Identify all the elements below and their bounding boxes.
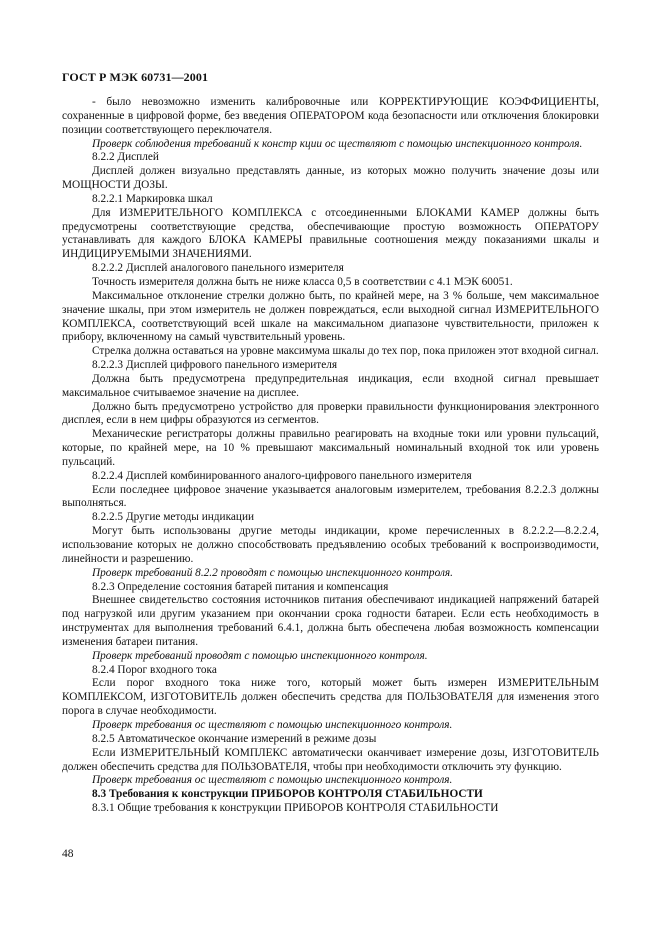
section-heading-8-2-2-2: 8.2.2.2 Дисплей аналогового панельного измерителя	[92, 262, 344, 275]
section-heading-8-2-3: 8.2.3 Определение состояния батарей питания и компенсация	[92, 580, 389, 593]
section-heading-8-2-2-3: 8.2.2.3 Дисплей цифрового панельного измерителя	[92, 359, 338, 372]
body-paragraph: Дисплей должен визуально представлять данные, из которых можно получить значение дозы или МОЩНОСТИ ДОЗЫ.	[62, 165, 599, 192]
inspection-note: Проверк требований 8.2.2 проводят с помощью инспекционного контроля.	[92, 566, 453, 579]
body-paragraph: Для ИЗМЕРИТЕЛЬНОГО КОМПЛЕКСА с отсоединенными БЛОКАМИ КАМЕР должны быть предусмотрены соответствующие средства, обеспечивающие простую возможность ОПЕРАТОРУ устанавливать для каждого БЛОКА КАМЕРЫ правильные соотношения между показаниями шкалы и ИНДИЦИРУЕМЫМИ ЗНАЧЕНИЯМИ.	[62, 206, 599, 261]
section-heading-8-2-4: 8.2.4 Порог входного тока	[92, 663, 217, 676]
body-paragraph: Максимальное отклонение стрелки должно быть, по крайней мере, на 3 % больше, чем максимальное значение шкалы, при этом измеритель не должен повреждаться, если выходной сигнал ИЗМЕРИТЕЛЬНОГО КОМПЛЕКСА, соответствующий всей шкале на максимальном диапазоне чувствительности, приложен к прибору, включенному на самый чувствительный уровень.	[62, 289, 599, 344]
page-number: 48	[62, 848, 74, 860]
page-header-standard: ГОСТ Р МЭК 60731—2001	[62, 70, 209, 84]
body-paragraph: Могут быть использованы другие методы индикации, кроме перечисленных в 8.2.2.2—8.2.2.4, использование которых не должно способствовать предъявлению особых требований к воспроизводимости, линейности и разрешению.	[62, 525, 599, 565]
document-body	[62, 96, 599, 816]
inspection-note: Проверк требования ос ществляют с помощью инспекционного контроля.	[92, 718, 453, 731]
section-heading-8-3-1: 8.3.1 Общие требования к конструкции ПРИБОРОВ КОНТРОЛЯ СТАБИЛЬНОСТИ	[92, 802, 499, 815]
inspection-note: Проверк соблюдения требований к констр кции ос ществляют с помощью инспекционного контроля.	[92, 137, 583, 150]
section-heading-8-3: 8.3 Требования к конструкции ПРИБОРОВ КОНТРОЛЯ СТАБИЛЬНОСТИ	[92, 788, 483, 801]
section-heading-8-2-2-1: 8.2.2.1 Маркировка шкал	[92, 192, 213, 205]
section-heading-8-2-5: 8.2.5 Автоматическое окончание измерений в режиме дозы	[92, 732, 377, 745]
section-heading-8-2-2-4: 8.2.2.4 Дисплей комбинированного аналого-цифрового панельного измерителя	[92, 469, 472, 482]
body-paragraph: Должно быть предусмотрено устройство для проверки правильности функционирования электронного дисплея, если в нем цифры образуются из сегментов.	[62, 400, 599, 427]
body-paragraph: Если последнее цифровое значение указывается аналоговым измерителем, требования 8.2.2.3 должны выполняться.	[62, 483, 599, 510]
inspection-note: Проверк требования ос ществляют с помощью инспекционного контроля.	[92, 774, 453, 787]
body-paragraph: - было невозможно изменить калибровочные или КОРРЕКТИРУЮЩИЕ КОЭФФИЦИЕНТЫ, сохраненные в цифровой форме, без введения ОПЕРАТОРОМ кода безопасности или отключения блокировки позиции соответствующего переключателя.	[62, 96, 599, 136]
body-paragraph: Точность измерителя должна быть не ниже класса 0,5 в соответствии с 4.1 МЭК 60051.	[92, 275, 513, 288]
inspection-note: Проверк требований проводят с помощью инспекционного контроля.	[92, 649, 428, 662]
body-paragraph: Стрелка должна оставаться на уровне максимума шкалы до тех пор, пока приложен этот входной сигнал.	[92, 345, 599, 358]
section-heading-8-2-2: 8.2.2 Дисплей	[92, 151, 159, 164]
body-paragraph: Если ИЗМЕРИТЕЛЬНЫЙ КОМПЛЕКС автоматически оканчивает измерение дозы, ИЗГОТОВИТЕЛЬ должен обеспечить средства для ПОЛЬЗОВАТЕЛЯ, чтобы при необходимости отключить эту функцию.	[62, 746, 599, 773]
body-paragraph: Если порог входного тока ниже того, который может быть измерен ИЗМЕРИТЕЛЬНЫМ КОМПЛЕКСОМ, ИЗГОТОВИТЕЛЬ должен обеспечить средства для ПОЛЬЗОВАТЕЛЯ для изменения этого порога в случае необходимости.	[62, 677, 599, 718]
body-paragraph: Должна быть предусмотрена предупредительная индикация, если входной сигнал превышает максимальное считываемое значение на дисплее.	[62, 372, 599, 399]
section-heading-8-2-2-5: 8.2.2.5 Другие методы индикации	[92, 511, 255, 524]
body-paragraph: Внешнее свидетельство состояния источников питания обеспечивают индикацией напряжений батарей под нагрузкой или другим указанием при окончании срока годности батареи. Если есть необходимость в инструментах для выполнения требований 6.4.1, должна быть обеспечена любая возможность компенсации изменения батареи питания.	[62, 594, 599, 648]
body-paragraph: Механические регистраторы должны правильно реагировать на входные токи или уровни пульсаций, которые, по крайней мере, на 10 % превышают максимальный номинальный входной ток или уровень пульсаций.	[62, 428, 599, 468]
